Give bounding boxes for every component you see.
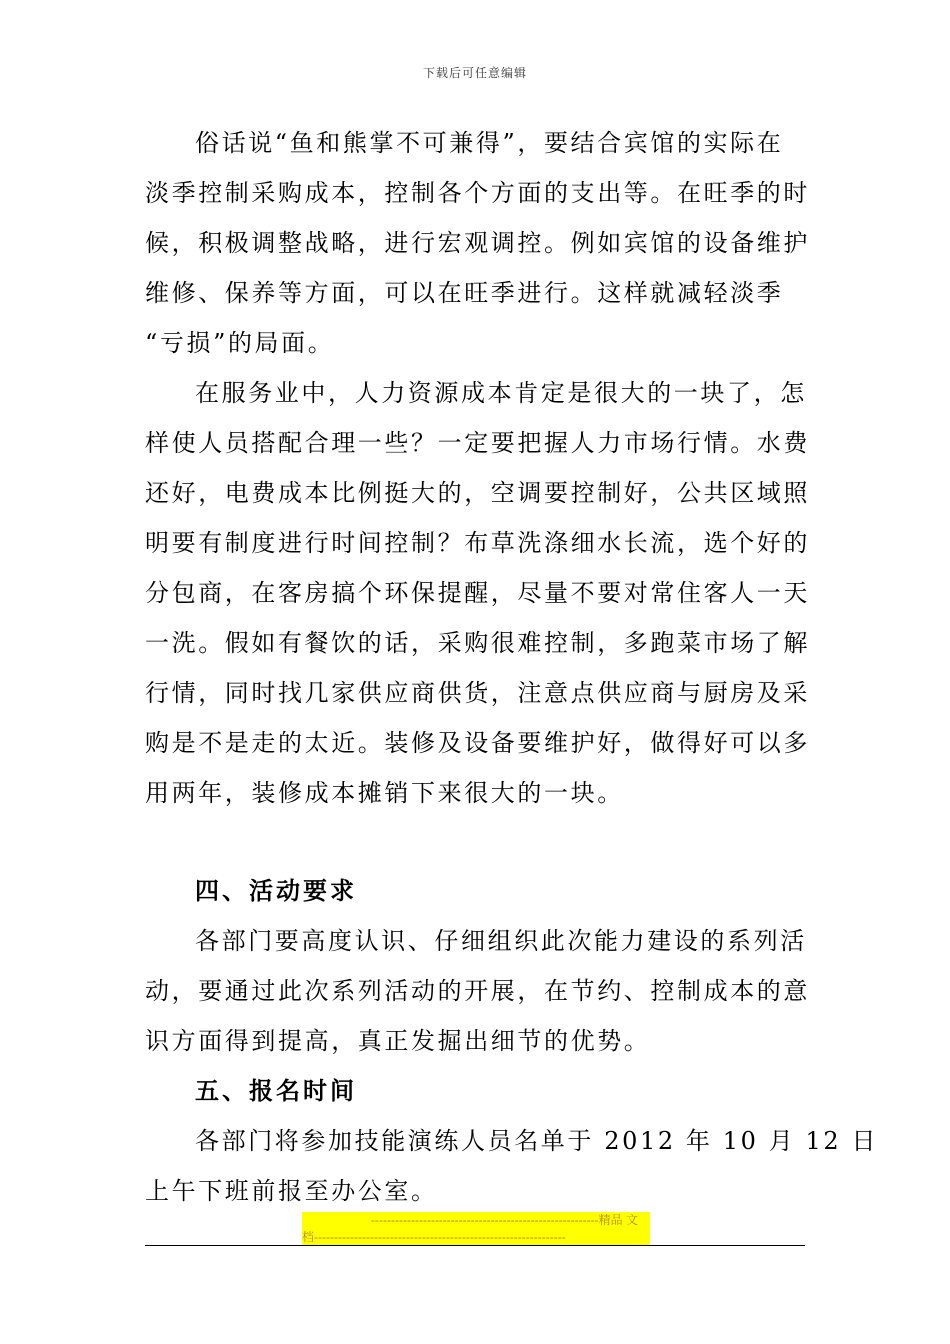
- paragraph-line: 还好，电费成本比例挺大的，空调要控制好，公共区域照: [145, 479, 810, 507]
- paragraph-line: 淡季控制采购成本，控制各个方面的支出等。在旺季的时: [145, 179, 810, 207]
- paragraph-line: 购是不是走的太近。装修及设备要维护好，做得好可以多: [145, 729, 810, 757]
- footer-text-1: ---------------------------------------------------------精品 文: [370, 1213, 638, 1227]
- paragraph-line: “亏损”的局面。: [145, 329, 335, 357]
- section-heading-registration: 五、报名时间: [195, 1076, 357, 1105]
- section-gap: [145, 818, 810, 866]
- paragraph-line: 上午下班前报至办公室。: [145, 1177, 438, 1205]
- paragraph-line: 动，要通过此次系列活动的开展，在节约、控制成本的意: [145, 977, 810, 1005]
- paragraph-line: 候，积极调整战略，进行宏观调控。例如宾馆的设备维护: [145, 229, 810, 257]
- paragraph-line: 行情，同时找几家供应商供货，注意点供应商与厨房及采: [145, 679, 810, 707]
- footer-text-2: 档---------------------------------------------------------------: [302, 1230, 566, 1244]
- paragraph-line: 分包商，在客房搞个环保提醒，尽量不要对常住客人一天: [145, 579, 810, 607]
- paragraph-line: 维修、保养等方面，可以在旺季进行。这样就减轻淡季: [145, 279, 784, 307]
- paragraph-line: 一洗。假如有餐饮的话，采购很难控制，多跑菜市场了解: [145, 629, 810, 657]
- header-note: 下载后可任意编辑: [422, 66, 527, 80]
- document-body: [145, 118, 879, 1216]
- section-heading-requirements: 四、活动要求: [195, 876, 357, 905]
- paragraph-line: 各部门将参加技能演练人员名单于 2012 年 10 月 12 日: [195, 1127, 879, 1155]
- paragraph-line: 用两年，装修成本摊销下来很大的一块。: [145, 779, 624, 807]
- paragraph-line: 明要有制度进行时间控制？布草洗涤细水长流，选个好的: [145, 529, 810, 557]
- paragraph-line: 样使人员搭配合理一些？一定要把握人力市场行情。水费: [145, 429, 810, 457]
- paragraph-line: 俗话说“鱼和熊掌不可兼得”，要结合宾馆的实际在: [195, 129, 784, 157]
- paragraph-line: 在服务业中，人力资源成本肯定是很大的一块了，怎: [195, 379, 807, 407]
- footer-divider: [145, 1245, 805, 1246]
- paragraph-line: 识方面得到提高，真正发掘出细节的优势。: [145, 1027, 651, 1055]
- paragraph-line: 各部门要高度认识、仔细组织此次能力建设的系列活: [195, 927, 807, 955]
- footer-watermark-line-1: [302, 1212, 650, 1229]
- footer-watermark-line-2: [302, 1229, 650, 1246]
